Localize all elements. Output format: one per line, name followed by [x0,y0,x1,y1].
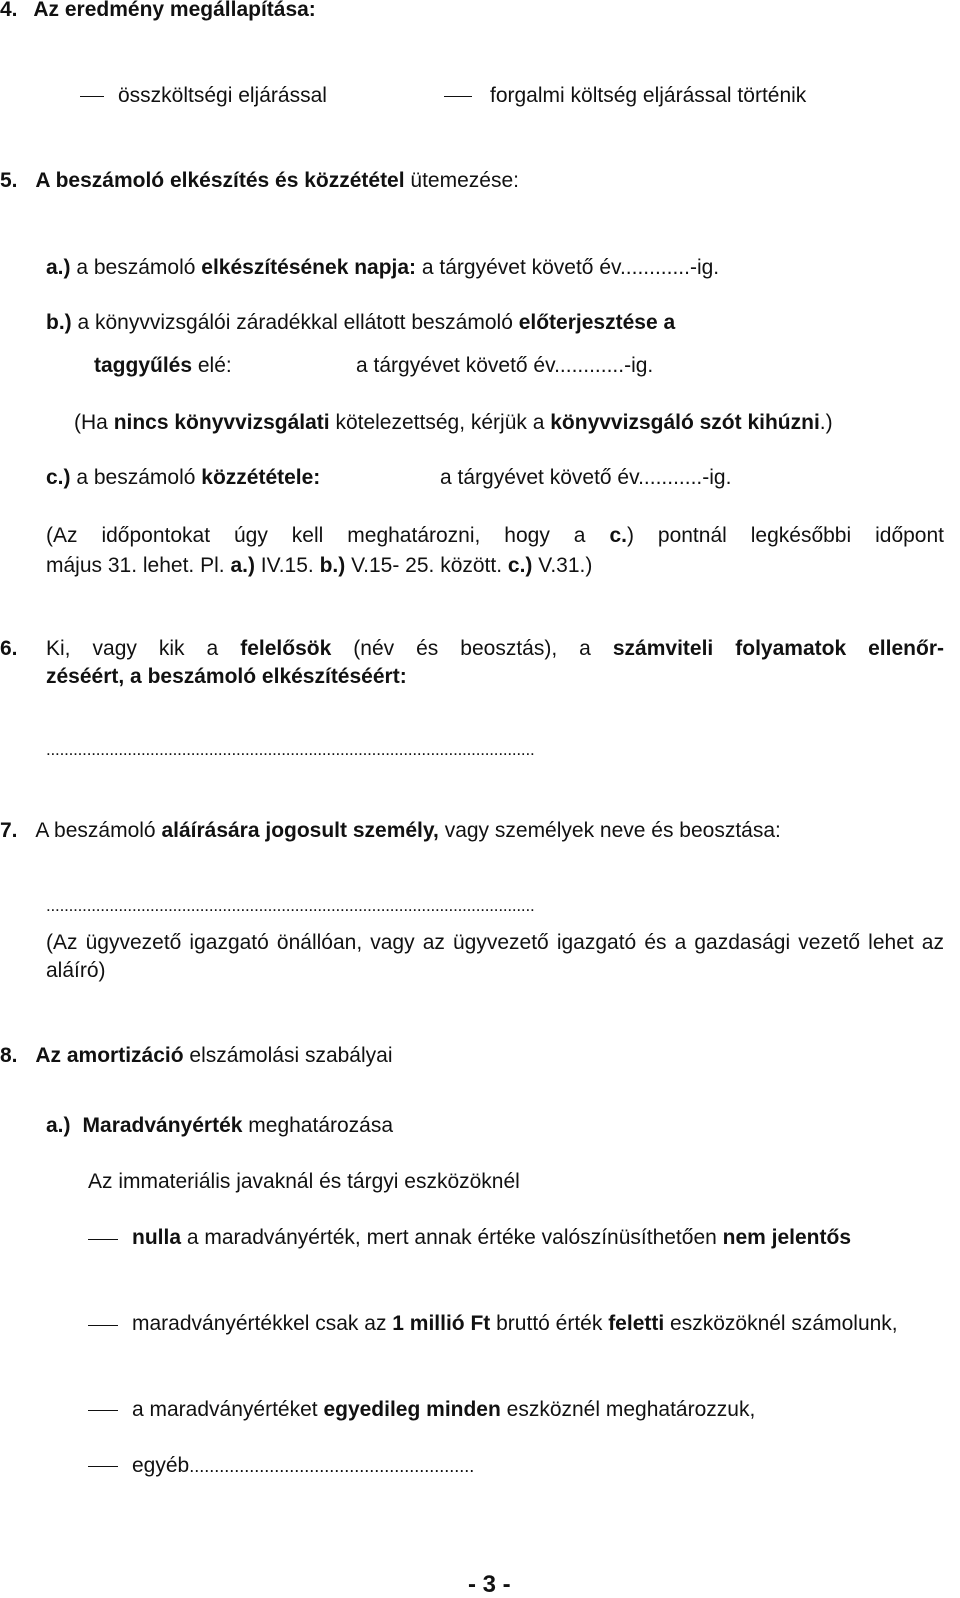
bullet-dash [88,1410,118,1411]
note-text: IV.15. [254,554,320,577]
fill-dots: ........... [638,466,703,489]
note-text: (Ha [74,411,114,434]
item-5c-date [440,465,731,491]
item-suffix: -ig. [702,466,732,489]
section-5-heading [0,168,519,194]
item-text: egyéb [132,1454,190,1477]
item-8a-intro [88,1169,520,1195]
item-5b [46,310,675,336]
bullet-item-1 [132,1224,944,1252]
item-text: Az immateriális javaknál és tárgyi eszközöknél [88,1170,520,1193]
item-text: a maradványérték, mert annak értéke valószínüsíthetően [181,1226,723,1249]
section-number: 8. [0,1044,18,1067]
item-5c [46,465,320,491]
item-bold: taggyűlés [94,354,193,377]
note-dates-line1 [46,523,944,549]
note-text: V.15- 25. között. [345,554,508,577]
item-suffix: -ig. [624,354,654,377]
section-bold: felelősök [240,637,332,660]
section-text: (név és beosztás), a [331,637,613,660]
fill-dots: ............ [554,354,625,377]
answer-field-6[interactable] [46,737,535,763]
item-label: b.) [46,311,72,334]
bullet-dash [88,1239,118,1240]
section-4-heading [0,0,316,23]
item-bold: nem jelentős [722,1226,852,1249]
item-bold: feletti [608,1312,665,1335]
item-label: c.) [46,466,71,489]
bullet-dash [88,1466,118,1467]
item-bold: nulla [132,1226,182,1249]
note-auditor [74,410,833,436]
note-text: V.31.) [532,554,593,577]
section-bold: számviteli folyamatok ellenőr- [612,637,944,660]
item-suffix: -ig. [689,256,720,279]
bullet-item-2 [132,1310,944,1338]
note-bold: c.) [507,554,533,577]
item-text: eszköznél meghatározzuk, [500,1398,756,1421]
note-text: május 31. lehet. Pl. [46,554,231,577]
item-5b-date [356,353,653,379]
section-number: 6. [0,637,18,660]
answer-field-7[interactable] [46,893,535,919]
section-5-title: A beszámoló elkészítés és közzététel [35,169,405,192]
option-total-cost [80,83,327,109]
option-sales-cost-label: forgalmi költség eljárással történik [490,84,807,107]
item-bold: elkészítésének napja: [201,256,417,279]
section-6-number [0,636,18,662]
item-5b-cont [94,353,232,379]
item-bold: egyedileg minden [323,1398,501,1421]
item-text: a maradványértéket [132,1398,324,1421]
item-bold: 1 millió Ft [392,1312,491,1335]
section-text: A beszámoló [35,819,162,842]
section-bold: aláírására jogosult személy, [161,819,439,842]
item-text: a tárgyévet követő év [440,466,639,489]
item-text: a tárgyévet követő év [416,256,620,279]
note-bold: b.) [319,554,346,577]
section-8-heading [0,1043,393,1069]
item-label: a.) [46,1114,71,1137]
note-text: .) [819,411,833,434]
item-text: a beszámoló [70,256,202,279]
note-bold: a.) [230,554,255,577]
item-text: a könyvvizsgálói záradékkal ellátott beszámoló [71,311,519,334]
fill-dots: ......................................................... [189,1456,475,1476]
note-bold: c. [609,524,627,547]
section-4-title: Az eredmény megállapítása: [33,0,316,21]
bullet-item-3 [132,1397,755,1423]
note-text: ) pontnál legkésőbbi időpont [626,524,945,547]
item-text: elé: [192,354,232,377]
item-bold: közzététele: [201,466,321,489]
note-bold: könyvvizsgáló szót kihúzni [550,411,820,434]
item-text: a tárgyévet követő év [356,354,555,377]
item-text: maradványértékkel csak az [132,1312,393,1335]
fill-dots: ............................................................................................................ [46,896,535,915]
fill-dots: ............................................................................................................ [46,740,535,759]
section-6-line2 [46,664,407,690]
page-number: - 3 - [468,1571,511,1598]
option-sales-cost [444,83,806,109]
note-text: kötelezettség, kérjük a [329,411,551,434]
section-text: elszámolási szabályai [183,1044,393,1067]
section-4-number: 4. [0,0,18,21]
item-bold: előterjesztése a [518,311,676,334]
bullet-item-4 [132,1453,474,1479]
section-bold: zéséért, a beszámoló elkészítéséért: [46,665,407,688]
item-8a [46,1113,393,1139]
item-text: a beszámoló [70,466,202,489]
note-dates-line2 [46,553,592,579]
option-dash [444,96,472,97]
item-bold: Maradványérték [82,1114,243,1137]
fill-dots: ............ [619,256,690,279]
section-number: 7. [0,819,18,842]
section-text: Ki, vagy kik a [46,637,241,660]
option-dash [80,96,104,97]
item-text: meghatározása [242,1114,394,1137]
item-5a [46,255,719,281]
section-text: vagy személyek neve és beosztása: [438,819,781,842]
note-bold: nincs könyvvizsgálati [113,411,330,434]
option-total-cost-label: összköltségi eljárással [118,84,327,107]
item-text: eszközöknél számolunk, [664,1312,898,1335]
section-7-heading [0,818,781,844]
note-signer [46,929,944,985]
section-bold: Az amortizáció [35,1044,184,1067]
note-text: (Az ügyvezető igazgató önállóan, vagy az ügyvezető igazgató és a gazdasági vezető lehet az aláíró) [46,931,944,982]
section-5-number: 5. [0,169,18,192]
bullet-dash [88,1325,118,1326]
note-text: (Az időpontokat úgy kell meghatározni, hogy a [46,524,610,547]
item-text: bruttó érték [490,1312,609,1335]
section-5-title-rest: ütemezése: [404,169,519,192]
item-label: a.) [46,256,71,279]
section-6-line1 [46,636,944,662]
